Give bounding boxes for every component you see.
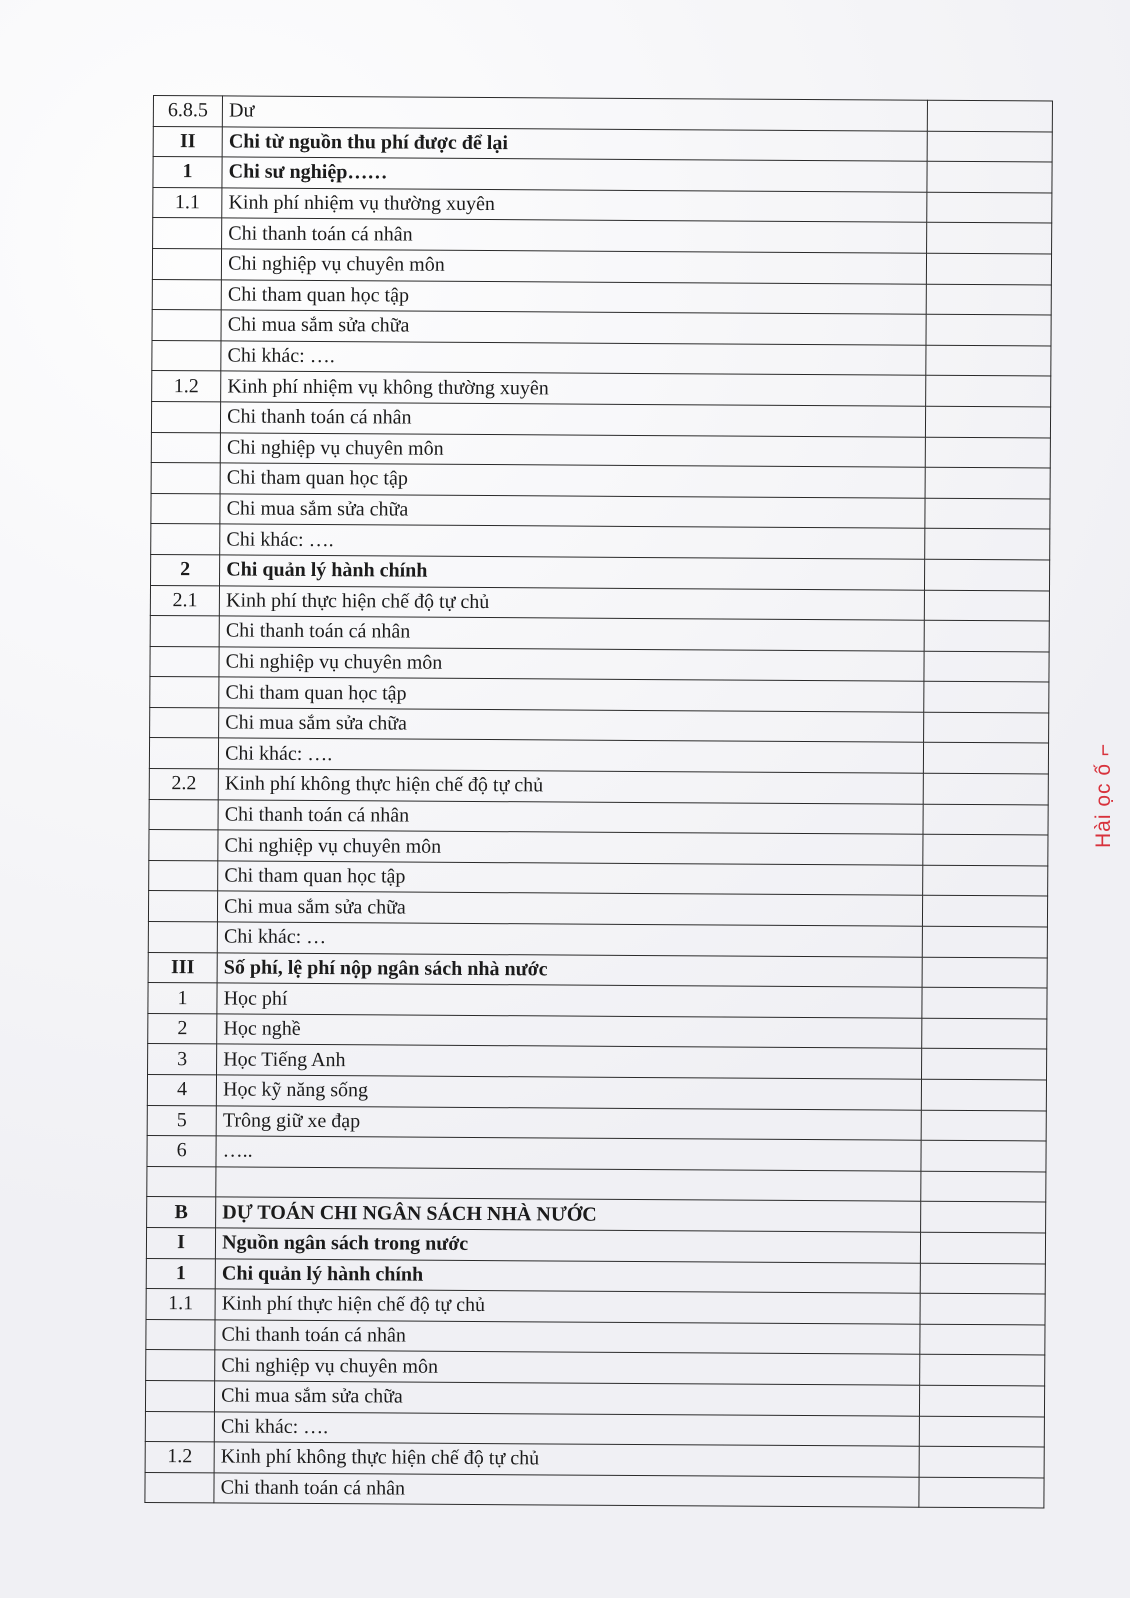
- row-value-cell: [923, 743, 1048, 774]
- row-description-cell: Kinh phí nhiệm vụ không thường xuyên: [221, 371, 926, 406]
- row-value-cell: [924, 590, 1049, 621]
- row-code-cell: 3: [148, 1044, 217, 1075]
- row-value-cell: [927, 100, 1052, 131]
- row-value-cell: [919, 1416, 1044, 1447]
- row-description-cell: Chi nghiệp vụ chuyên môn: [222, 249, 927, 284]
- row-code-cell: [149, 860, 218, 891]
- row-value-cell: [925, 376, 1050, 407]
- row-description-cell: Chi tham quan học tập: [221, 279, 926, 314]
- row-value-cell: [922, 896, 1047, 927]
- row-code-cell: 1.2: [152, 371, 221, 402]
- row-value-cell: [921, 1049, 1046, 1080]
- row-value-cell: [925, 467, 1050, 498]
- row-value-cell: [926, 223, 1051, 254]
- row-code-cell: [148, 891, 217, 922]
- row-value-cell: [922, 987, 1047, 1018]
- row-value-cell: [921, 1079, 1046, 1110]
- row-value-cell: [924, 559, 1049, 590]
- row-code-cell: [149, 830, 218, 861]
- row-code-cell: [150, 677, 219, 708]
- row-description-cell: Chi quản lý hành chính: [215, 1258, 920, 1293]
- row-description-cell: Chi thanh toán cá nhân: [221, 402, 926, 437]
- row-value-cell: [924, 651, 1049, 682]
- row-value-cell: [919, 1385, 1044, 1416]
- row-description-cell: Chi khác: ….: [220, 524, 925, 559]
- row-description-cell: Học phí: [217, 983, 922, 1018]
- table-row: [145, 1472, 1044, 1508]
- row-value-cell: [926, 314, 1051, 345]
- row-code-cell: [149, 738, 218, 769]
- row-description-cell: Chi thanh toán cá nhân: [219, 616, 924, 651]
- row-value-cell: [923, 681, 1048, 712]
- row-value-cell: [925, 437, 1050, 468]
- row-code-cell: [149, 799, 218, 830]
- row-code-cell: 5: [147, 1105, 216, 1136]
- row-description-cell: Chi khác: ….: [214, 1411, 919, 1446]
- row-code-cell: III: [148, 952, 217, 983]
- row-value-cell: [920, 1171, 1045, 1202]
- row-value-cell: [924, 620, 1049, 651]
- row-description-cell: Chi tham quan học tập: [219, 677, 924, 712]
- row-code-cell: [151, 493, 220, 524]
- row-description-cell: Kinh phí nhiệm vụ thường xuyên: [222, 188, 927, 223]
- row-description-cell: Chi mua sắm sửa chữa: [218, 891, 923, 926]
- row-description-cell: Chi thanh toán cá nhân: [222, 218, 927, 253]
- red-stamp-mark: [1086, 700, 1116, 850]
- row-value-cell: [920, 1324, 1045, 1355]
- row-value-cell: [922, 926, 1047, 957]
- row-value-cell: [923, 834, 1048, 865]
- row-value-cell: [920, 1293, 1045, 1324]
- row-description-cell: Chi thanh toán cá nhân: [214, 1473, 919, 1508]
- row-code-cell: [152, 340, 221, 371]
- row-code-cell: [145, 1472, 214, 1503]
- row-code-cell: 2.1: [150, 585, 219, 616]
- row-code-cell: [153, 218, 222, 249]
- row-description-cell: Chi mua sắm sửa chữa: [215, 1381, 920, 1416]
- row-description-cell: Chi sư nghiệp……: [222, 157, 927, 192]
- row-value-cell: [926, 192, 1051, 223]
- row-value-cell: [919, 1477, 1044, 1508]
- row-value-cell: [920, 1202, 1045, 1233]
- row-description-cell: Chi nghiệp vụ chuyên môn: [220, 432, 925, 467]
- row-description-cell: [216, 1167, 921, 1202]
- row-description-cell: Học kỹ năng sống: [216, 1075, 921, 1110]
- row-code-cell: B: [147, 1197, 216, 1228]
- row-code-cell: [146, 1350, 215, 1381]
- row-code-cell: [150, 707, 219, 738]
- row-description-cell: Dư: [222, 96, 927, 131]
- row-description-cell: Chi tham quan học tập: [218, 861, 923, 896]
- row-value-cell: [923, 773, 1048, 804]
- row-code-cell: [151, 432, 220, 463]
- row-code-cell: [151, 524, 220, 555]
- row-code-cell: [145, 1380, 214, 1411]
- row-description-cell: Chi từ nguồn thu phí được để lại: [222, 127, 927, 162]
- row-description-cell: DỰ TOÁN CHI NGÂN SÁCH NHÀ NƯỚC: [216, 1197, 921, 1232]
- row-description-cell: Nguồn ngân sách trong nước: [216, 1228, 921, 1263]
- row-value-cell: [922, 865, 1047, 896]
- row-value-cell: [921, 1140, 1046, 1171]
- row-code-cell: 1: [153, 157, 222, 188]
- row-code-cell: 4: [147, 1074, 216, 1105]
- row-code-cell: 6.8.5: [153, 96, 222, 127]
- budget-table-body: [145, 96, 1053, 1509]
- row-value-cell: [926, 345, 1051, 376]
- row-value-cell: [920, 1232, 1045, 1263]
- row-value-cell: [924, 529, 1049, 560]
- row-description-cell: Chi quản lý hành chính: [220, 555, 925, 590]
- row-value-cell: [921, 1018, 1046, 1049]
- row-description-cell: Chi mua sắm sửa chữa: [219, 708, 924, 743]
- row-code-cell: [152, 248, 221, 279]
- row-value-cell: [919, 1355, 1044, 1386]
- row-code-cell: [150, 616, 219, 647]
- row-description-cell: Chi nghiệp vụ chuyên môn: [215, 1350, 920, 1385]
- row-description-cell: Trông giữ xe đạp: [216, 1106, 921, 1141]
- row-code-cell: [151, 401, 220, 432]
- row-value-cell: [920, 1263, 1045, 1294]
- stamp-text: Hài ọc ố ⌐: [1092, 742, 1115, 848]
- row-code-cell: 2.2: [149, 769, 218, 800]
- row-description-cell: Chi nghiệp vụ chuyên môn: [218, 830, 923, 865]
- row-value-cell: [927, 131, 1052, 162]
- row-description-cell: Chi thanh toán cá nhân: [218, 800, 923, 835]
- budget-table: [144, 95, 1053, 1509]
- row-code-cell: 2: [148, 1013, 217, 1044]
- row-value-cell: [926, 253, 1051, 284]
- row-value-cell: [923, 804, 1048, 835]
- row-description-cell: …..: [216, 1136, 921, 1171]
- row-code-cell: 1: [146, 1258, 215, 1289]
- row-code-cell: [152, 279, 221, 310]
- row-description-cell: Kinh phí không thực hiện chế độ tự chủ: [214, 1442, 919, 1477]
- row-code-cell: [152, 310, 221, 341]
- row-description-cell: Chi mua sắm sửa chữa: [220, 494, 925, 529]
- row-description-cell: Kinh phí thực hiện chế độ tự chủ: [219, 585, 924, 620]
- row-description-cell: Kinh phí thực hiện chế độ tự chủ: [215, 1289, 920, 1324]
- row-value-cell: [925, 498, 1050, 529]
- row-code-cell: [147, 1166, 216, 1197]
- row-code-cell: [145, 1411, 214, 1442]
- row-description-cell: Học nghề: [217, 1014, 922, 1049]
- row-value-cell: [927, 161, 1052, 192]
- row-description-cell: Chi thanh toán cá nhân: [215, 1320, 920, 1355]
- row-code-cell: II: [153, 126, 222, 157]
- row-code-cell: [151, 463, 220, 494]
- row-value-cell: [925, 406, 1050, 437]
- row-description-cell: Số phí, lệ phí nộp ngân sách nhà nước: [217, 953, 922, 988]
- row-code-cell: [146, 1319, 215, 1350]
- row-description-cell: Chi khác: ….: [221, 341, 926, 376]
- row-value-cell: [922, 957, 1047, 988]
- row-value-cell: [923, 712, 1048, 743]
- row-description-cell: Chi mua sắm sửa chữa: [221, 310, 926, 345]
- row-description-cell: Chi tham quan học tập: [220, 463, 925, 498]
- row-code-cell: 1: [148, 983, 217, 1014]
- row-code-cell: I: [146, 1227, 215, 1258]
- row-code-cell: 1.2: [145, 1442, 214, 1473]
- row-code-cell: [148, 922, 217, 953]
- row-code-cell: 6: [147, 1136, 216, 1167]
- row-description-cell: Chi khác: ….: [219, 738, 924, 773]
- row-description-cell: Chi khác: …: [217, 922, 922, 957]
- row-description-cell: Học Tiếng Anh: [217, 1044, 922, 1079]
- row-value-cell: [919, 1446, 1044, 1477]
- row-value-cell: [926, 284, 1051, 315]
- row-value-cell: [921, 1110, 1046, 1141]
- row-code-cell: 1.1: [146, 1289, 215, 1320]
- row-description-cell: Kinh phí không thực hiện chế độ tự chủ: [218, 769, 923, 804]
- row-code-cell: [150, 646, 219, 677]
- row-code-cell: 1.1: [153, 187, 222, 218]
- row-description-cell: Chi nghiệp vụ chuyên môn: [219, 647, 924, 682]
- row-code-cell: 2: [151, 554, 220, 585]
